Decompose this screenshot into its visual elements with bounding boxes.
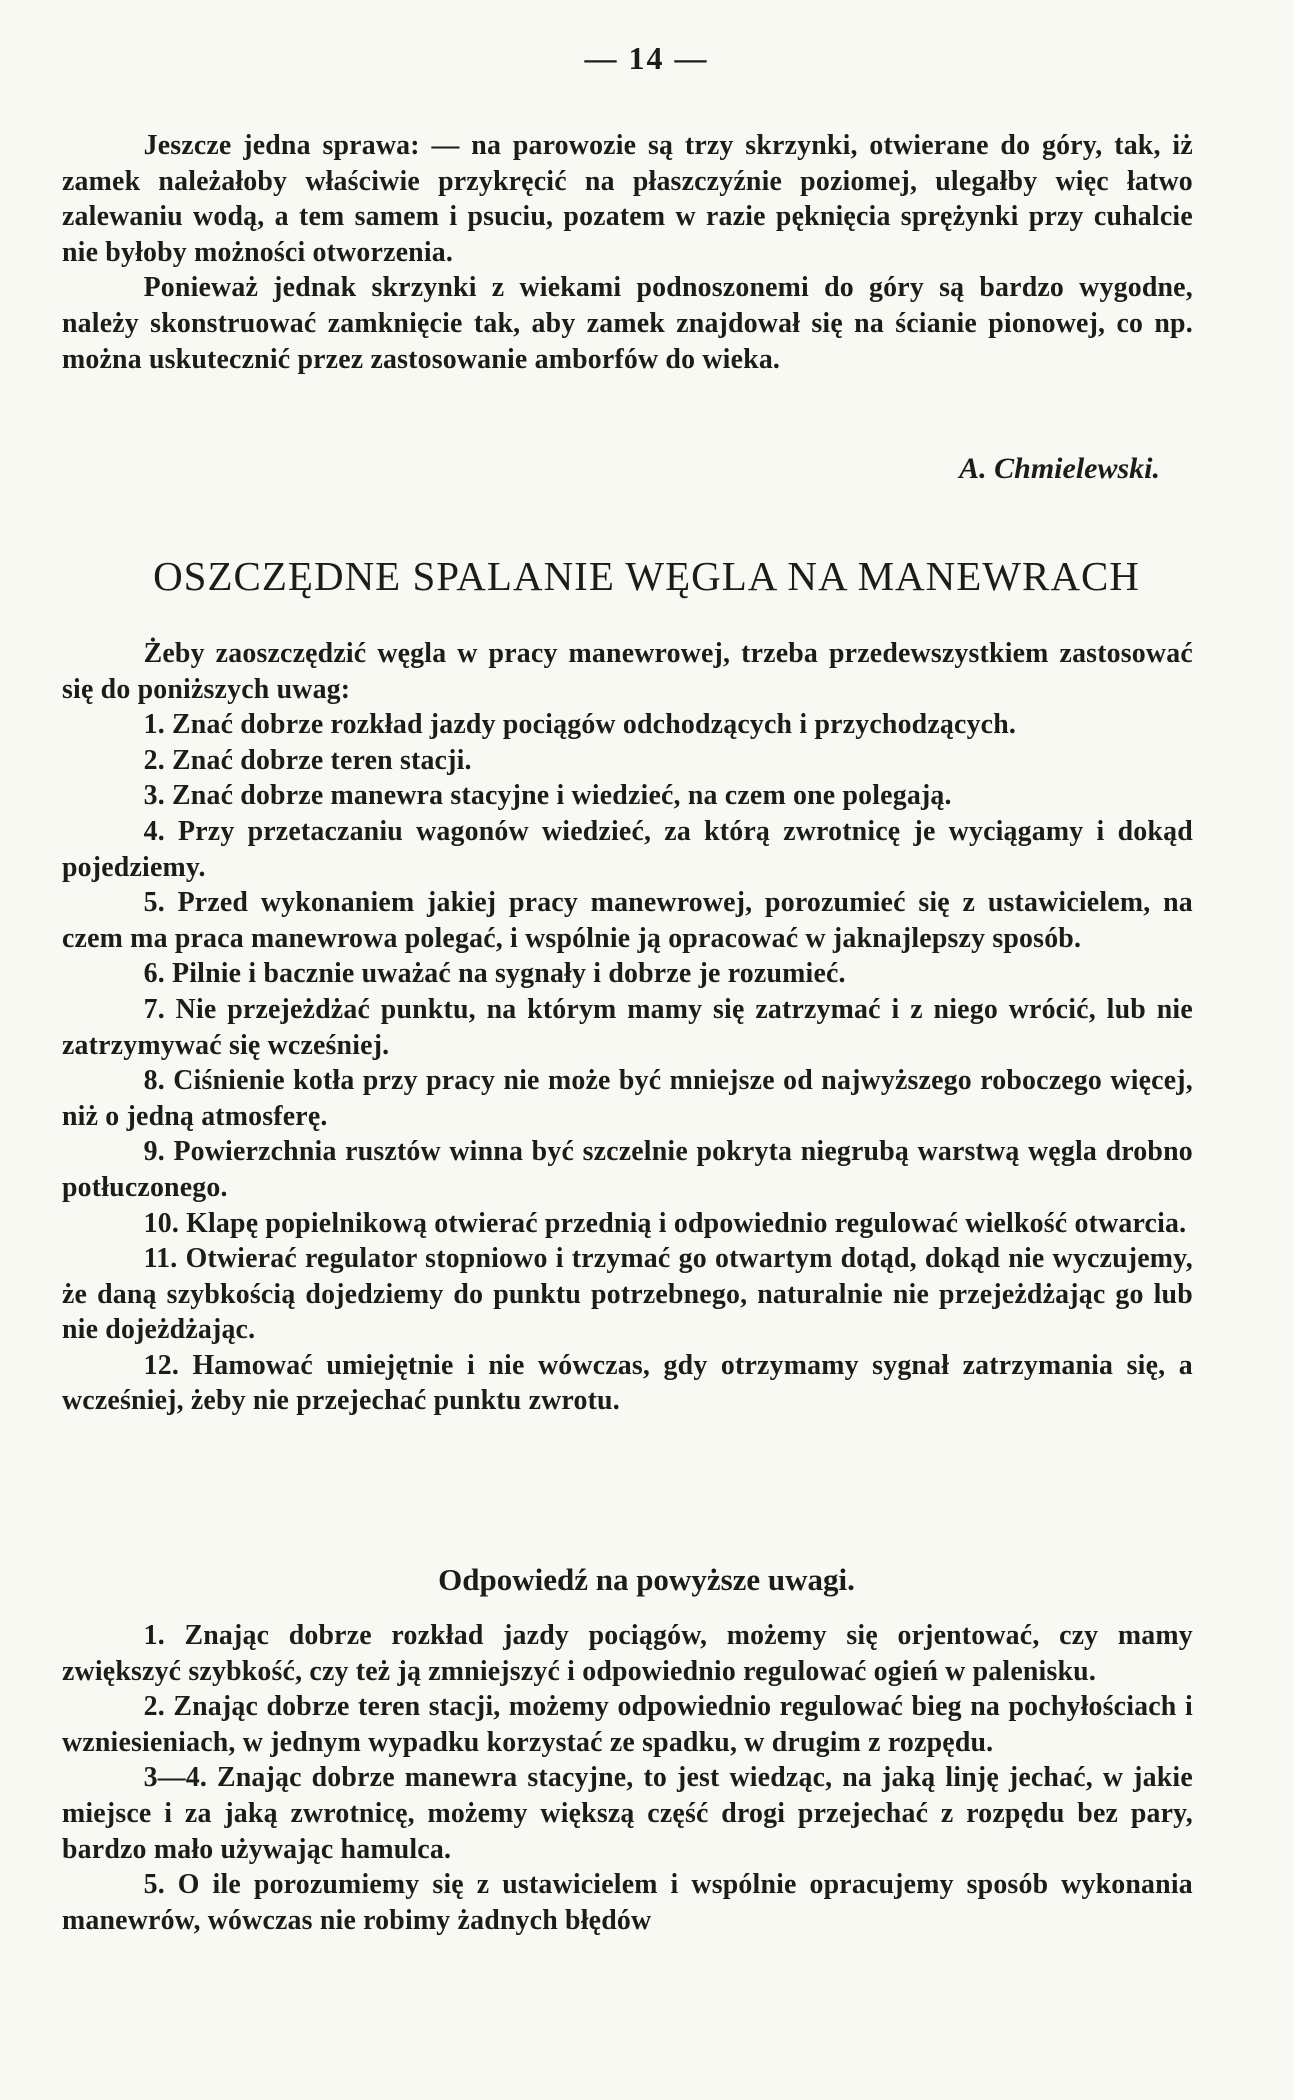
answer-item: 2. Znając dobrze teren stacji, możemy odpowiednio regulować bieg na pochyłościach i wzniesieniach, w jednym wypadku korzystać ze spadku, w drugim z rozpędu. <box>62 1690 1193 1758</box>
list-item: 10. Klapę popielnikową otwierać przednią i odpowiednio regulować wielkość otwarcia. <box>143 1206 1187 1239</box>
answers-heading: Odpowiedź na powyższe uwagi. <box>438 1562 855 1597</box>
list-item: 11. Otwierać regulator stopniowo i trzymać go otwartym dotąd, dokąd nie wyczujemy, że daną szybkością dojedziemy do punktu potrzebnego, naturalnie nie przejeżdżając go lub nie dojeżdżając. <box>62 1242 1193 1346</box>
answers-body <box>62 1618 1193 1938</box>
answer-item: 5. O ile porozumiemy się z ustawicielem i wspólnie opracujemy sposób wykonania manewrów, wówczas nie robimy żadnych błędów <box>62 1868 1193 1936</box>
list-item: 3. Znać dobrze manewra stacyjne i wiedzieć, na czem one polegają. <box>143 779 952 812</box>
article2-body <box>62 636 1193 1419</box>
intro-paragraph: Żeby zaoszczędzić węgla w pracy manewrowej, trzeba przedewszystkiem zastosować się do poniższych uwag: <box>62 637 1193 705</box>
list-item: 7. Nie przejeżdżać punktu, na którym mamy się zatrzymać i z niego wrócić, lub nie zatrzymywać się wcześniej. <box>62 992 1193 1061</box>
list-item: 1. Znać dobrze rozkład jazdy pociągów odchodzących i przychodzących. <box>143 708 1017 741</box>
author-signature: A. Chmielewski. <box>959 452 1160 485</box>
list-item: 9. Powierzchnia rusztów winna być szczelnie pokryta niegrubą warstwą węgla drobno potłuczonego. <box>62 1135 1193 1203</box>
page-number: — 14 — <box>584 40 709 76</box>
answer-item: 3—4. Znając dobrze manewra stacyjne, to jest wiedząc, na jaką linję jechać, w jakie miejsce i za jaką zwrotnicę, możemy większą część drogi przejechać z rozpędu bez pary, bardzo mało używając hamulca. <box>62 1761 1193 1865</box>
list-item: 6. Pilnie i bacznie uważać na sygnały i dobrze je rozumieć. <box>143 957 846 990</box>
answer-item: 1. Znając dobrze rozkład jazdy pociągów, możemy się orjentować, czy mamy zwiększyć szybkość, czy też ją zmniejszyć i odpowiednio regulować ogień w palenisku. <box>62 1619 1193 1687</box>
paragraph: Ponieważ jednak skrzynki z wiekami podnoszonemi do góry są bardzo wygodne, należy skonstruować zamknięcie tak, aby zamek znajdował się na ścianie pionowej, co np. można uskutecznić przez zastosowanie amborfów do wieka. <box>62 271 1193 375</box>
list-item: 4. Przy przetaczaniu wagonów wiedzieć, za którą zwrotnicę je wyciągamy i dokąd pojedziemy. <box>62 814 1193 883</box>
list-item: 8. Ciśnienie kotła przy pracy nie może być mniejsze od najwyższego roboczego więcej, niż o jedną atmosferę. <box>62 1064 1193 1132</box>
paragraph: Jeszcze jedna sprawa: — na parowozie są trzy skrzynki, otwierane do góry, tak, iż zamek należałoby właściwie przykręcić na płaszczyźnie poziomej, ulegałby więc łatwo zalewaniu wodą, a tem samem i psuciu, pozatem w razie pęknięcia sprężynki przy cuhalcie nie byłoby możności otworzenia. <box>62 129 1193 268</box>
list-item: 5. Przed wykonaniem jakiej pracy manewrowej, porozumieć się z ustawicielem, na czem ma praca manewrowa polegać, i wspólnie ją opracować w jaknajlepszy sposób. <box>62 886 1193 954</box>
list-item: 2. Znać dobrze teren stacji. <box>143 743 472 776</box>
list-item: 12. Hamować umiejętnie i nie wówczas, gdy otrzymamy sygnał zatrzymania się, a wcześniej, żeby nie przejechać punktu zwrotu. <box>62 1348 1193 1417</box>
article-heading: OSZCZĘDNE SPALANIE WĘGLA NA MANEWRACH <box>153 553 1140 599</box>
article1-body <box>62 128 1193 377</box>
